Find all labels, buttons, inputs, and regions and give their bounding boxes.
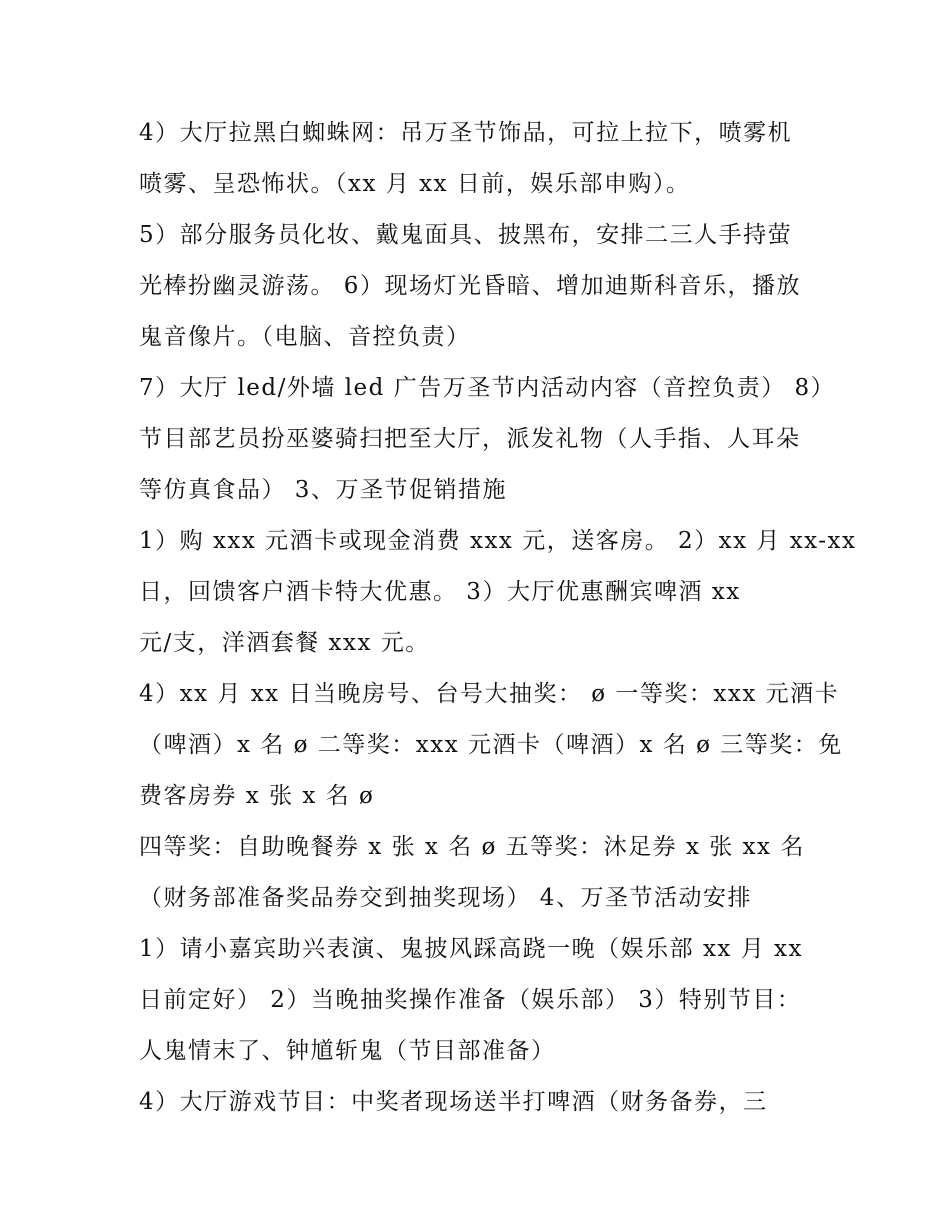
text-line: 光棒扮幽灵游荡。 6）现场灯光昏暗、增加迪斯科音乐，播放 [139,273,801,299]
text-line: （啤酒）x 名 ø 二等奖：xxx 元酒卡（啤酒）x 名 ø 三等奖：免 [139,732,843,758]
text-line: 5）部分服务员化妆、戴鬼面具、披黑布，安排二三人手持萤 [139,222,793,248]
text-line: 7）大厅 led/外墙 led 广告万圣节内活动内容（音控负责） 8） [139,375,836,401]
text-line: 四等奖：自助晚餐券 x 张 x 名 ø 五等奖：沐足券 x 张 xx 名 [139,834,805,860]
text-line: 4）大厅游戏节目：中奖者现场送半打啤酒（财务备券，三 [139,1089,768,1115]
text-line: 鬼音像片。（电脑、音控负责） [139,324,471,350]
text-line: 4）大厅拉黑白蜘蛛网：吊万圣节饰品，可拉上拉下，喷雾机 [139,120,793,146]
text-line: 4）xx 月 xx 日当晚房号、台号大抽奖： ø 一等奖：xxx 元酒卡 [139,681,840,707]
text-line: 节目部艺员扮巫婆骑扫把至大厅，派发礼物（人手指、人耳朵 [139,426,801,452]
text-line: （财务部准备奖品券交到抽奖现场） 4、万圣节活动安排 [139,885,752,911]
text-line: 喷雾、呈恐怖状。（xx 月 xx 日前，娱乐部申购）。 [139,171,691,197]
text-line: 等仿真食品） 3、万圣节促销措施 [139,477,507,503]
text-line: 日，回馈客户酒卡特大优惠。 3）大厅优惠酬宾啤酒 xx [139,579,741,605]
text-line: 人鬼情末了、钟馗斩鬼（节目部准备） [139,1038,556,1064]
text-line: 1）购 xxx 元酒卡或现金消费 xxx 元，送客房。 2）xx 月 xx-xx [139,528,857,554]
document-body [139,108,857,1128]
text-line: 费客房券 x 张 x 名 ø [139,783,375,809]
text-line: 日前定好） 2）当晚抽奖操作准备（娱乐部） 3）特别节目： [139,987,802,1013]
text-line: 1）请小嘉宾助兴表演、鬼披风踩高跷一晚（娱乐部 xx 月 xx [139,936,803,962]
text-line: 元/支，洋酒套餐 xxx 元。 [139,630,430,656]
